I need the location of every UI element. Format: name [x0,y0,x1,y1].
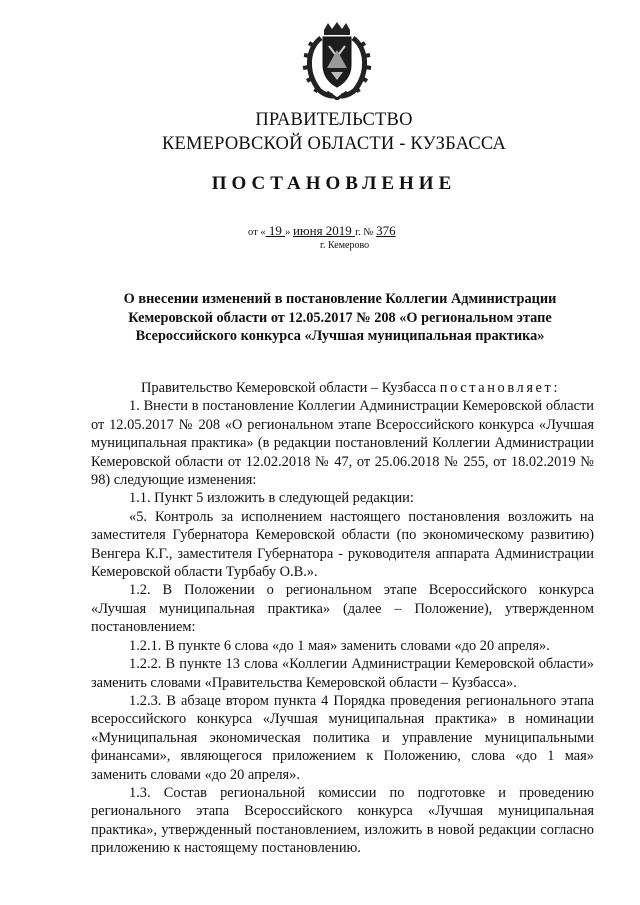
paragraph-1-2-3: 1.2.3. В абзаце втором пункта 4 Порядка проведения регионального этапа всероссийского конкурса «Лучшая муниципальная практика» в номинации «Муниципальная экономическая политика и управление муниципальными финансами», являющегося приложением к Положению, слова «до 1 мая» заменить словами «до 20 апреля». [91,692,594,783]
document-title: О внесении изменений в постановление Коллегии Администрации Кемеровской области от 12.05.2017 № 208 «О региональном этапе Всероссийского конкурса «Лучшая муниципальная практика» [123,291,557,344]
date-month-year: июня 2019 [292,223,356,238]
kemerovo-coat-of-arms-icon [297,20,377,100]
preamble-resolves: постановляет: [439,380,561,396]
date-year-suffix: г. № [355,227,377,238]
date-day: 19 [265,223,286,238]
paragraph-1-1: 1.1. Пункт 5 изложить в следующей редакции: [129,490,414,507]
document-body [91,379,594,858]
document-type-heading: ПОСТАНОВЛЕНИЕ [211,173,457,194]
document-number: 376 [376,223,396,238]
date-prefix: от « [248,227,266,238]
document-place: г. Кемерово [320,240,370,251]
paragraph-1-2: 1.2. В Положении о региональном этапе Всероссийского конкурса «Лучшая муниципальная практика» (далее – Положение), утвержденном постановлением: [91,582,594,636]
preamble-text: Правительство Кемеровской области – Кузбасса [141,380,440,396]
paragraph-1-3: 1.3. Состав региональной комиссии по подготовке и проведению регионального этапа Всероссийского конкурса «Лучшая муниципальная практика», утвержденный постановлением, изложить в новой редакции согласно приложению к настоящему постановлению. [91,784,594,857]
date-month-separator: » [285,227,293,238]
government-name-line1: ПРАВИТЕЛЬСТВО [255,110,413,130]
government-name-line2: КЕМЕРОВСКОЙ ОБЛАСТИ - КУЗБАССА [161,134,507,154]
paragraph-1-1-quote: «5. Контроль за исполнением настоящего постановления возложить на заместителя Губернатора Кемеровской области (по экономическому развитию) Венгера К.Г., заместителя Губернатора - руководителя аппарата Администрации Кемеровской области Турбабу О.В.». [91,508,594,581]
paragraph-1: 1. Внести в постановление Коллегии Администрации Кемеровской области от 12.05.2017 № 208 «О региональном этапе Всероссийского конкурса «Лучшая муниципальная практика» (в редакции постановлений Коллегии Администрации Кемеровской области от 12.02.2018 № 47, от 25.06.2018 № 255, от 18.02.2019 № 98) следующие изменения: [91,398,594,489]
paragraph-1-2-1: 1.2.1. В пункте 6 слова «до 1 мая» заменить словами «до 20 апреля». [129,637,550,654]
document-date-line [248,222,396,242]
preamble-paragraph [91,379,594,397]
paragraph-1-2-2: 1.2.2. В пункте 13 слова «Коллегии Администрации Кемеровской области» заменить словами «Правительства Кемеровской области – Кузбасса». [91,656,594,691]
